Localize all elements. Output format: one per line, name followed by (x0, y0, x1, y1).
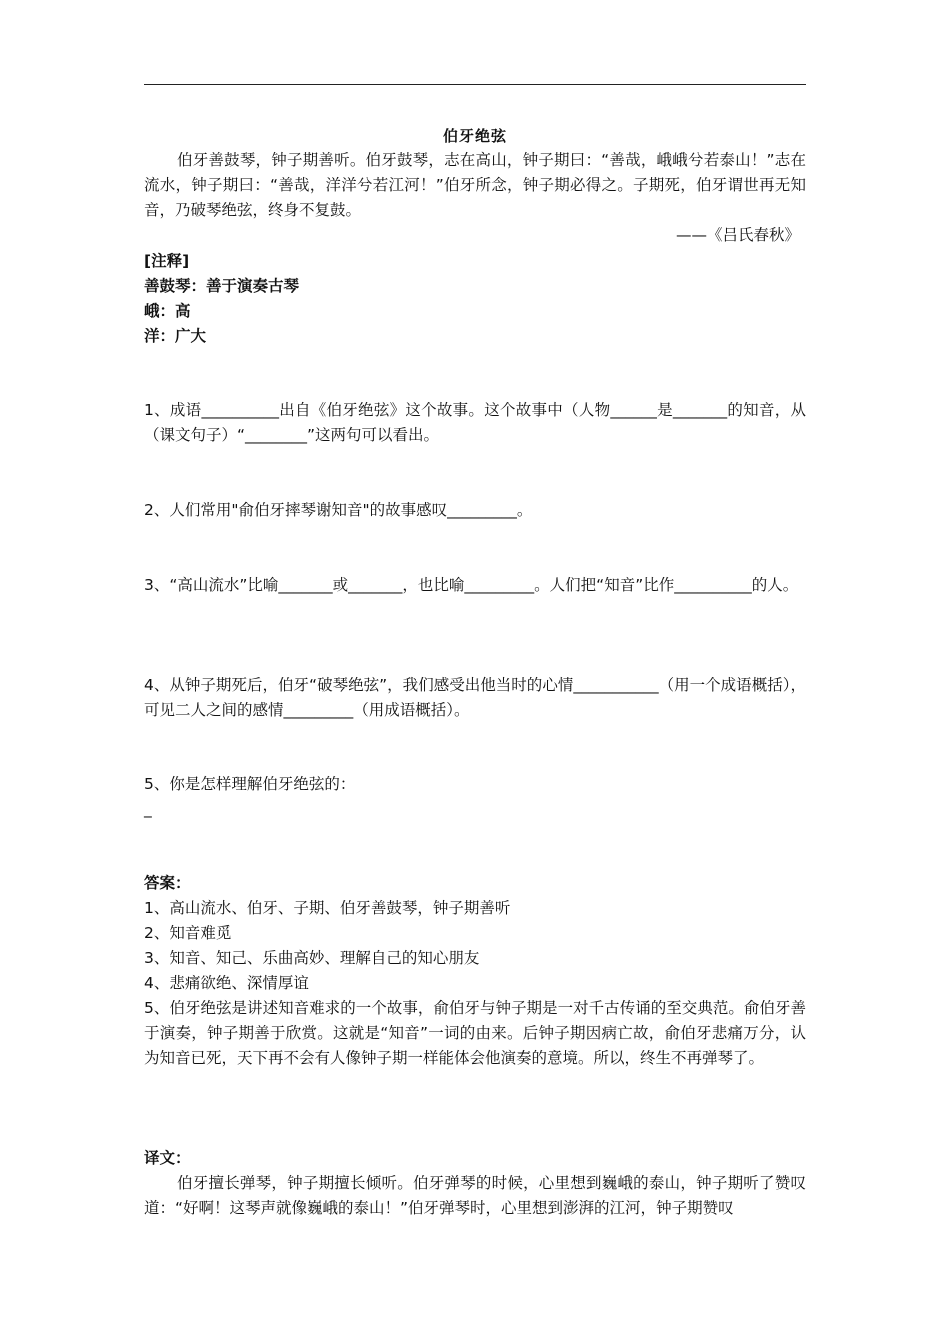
notes-section (144, 249, 806, 349)
question-3: 3、“高山流水”比喻_______或_______，也比喻_________。人们把“知音”比作__________的人。 (144, 576, 799, 594)
question-5: 5、你是怎样理解伯牙绝弦的： (144, 775, 356, 793)
answers-heading: 答案： (144, 874, 191, 892)
source-citation: ——《吕氏春秋》 (675, 226, 800, 244)
translation-text: 伯牙擅长弹琴，钟子期擅长倾听。伯牙弹琴的时候，心里想到巍峨的泰山，钟子期听了赞叹道：“好啊！这琴声就像巍峨的泰山！”伯牙弹琴时，心里想到澎湃的江河，钟子期赞叹 (144, 1174, 806, 1217)
answer-item: 5、伯牙绝弦是讲述知音难求的一个故事，俞伯牙与钟子期是一对千古传诵的至交典范。俞伯牙善于演奏，钟子期善于欣赏。这就是“知音”一词的由来。后钟子期因病亡故，俞伯牙悲痛万分，认为知音已死，天下再不会有人像钟子期一样能体会他演奏的意境。所以，终生不再弹琴了。 (144, 999, 806, 1067)
note-item: 峨：高 (144, 302, 191, 320)
note-item: 善鼓琴：善于演奏古琴 (144, 277, 300, 295)
answer-item: 2、知音难觅 (144, 924, 232, 942)
note-item: 洋：广大 (144, 327, 207, 345)
answer-item: 4、悲痛欲绝、深情厚谊 (144, 974, 309, 992)
question-4: 4、从钟子期死后，伯牙“破琴绝弦”，我们感受出他当时的心情___________（用一个成语概括），可见二人之间的感情_________（用成语概括）。 (144, 676, 806, 719)
translation-heading: 译文： (144, 1149, 191, 1167)
header-rule (144, 84, 806, 85)
question-2: 2、人们常用"俞伯牙摔琴谢知音"的故事感叹_________。 (144, 501, 533, 519)
question-1: 1、成语__________出自《伯牙绝弦》这个故事。这个故事中（人物______是_______的知音，从（课文句子）“________”这两句可以看出。 (144, 401, 806, 444)
translation-section (144, 1146, 806, 1221)
answer-item: 3、知音、知己、乐曲高妙、理解自己的知心朋友 (144, 949, 480, 967)
answer-item: 1、高山流水、伯牙、子期、伯牙善鼓琴，钟子期善听 (144, 899, 511, 917)
notes-heading: [注释] (144, 252, 190, 270)
question-5-blank: _ (144, 800, 152, 818)
document-title: 伯牙绝弦 (442, 127, 507, 145)
answers-section (144, 871, 806, 1071)
document-page (144, 0, 806, 1344)
original-text: 伯牙善鼓琴，钟子期善听。伯牙鼓琴，志在高山，钟子期曰：“善哉，峨峨兮若泰山！”志在流水，钟子期曰：“善哉，洋洋兮若江河！”伯牙所念，钟子期必得之。子期死，伯牙谓世再无知音，乃破琴绝弦，终身不复鼓。 (144, 151, 806, 219)
